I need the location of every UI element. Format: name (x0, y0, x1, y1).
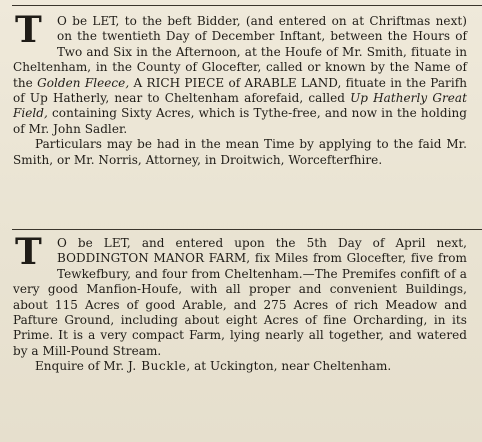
ad1-dropcap-box (13, 9, 53, 51)
ad1-text-mid: A RICH PIECE of ARABLE LAND, fituate in the Parifh of Up Hatherly, near to Cheltenham aforefaid, called (13, 75, 467, 106)
advertisement-manor-farm (13, 231, 467, 375)
ad1-text-lead: O be LET, to the beft Bidder, (and entered on at Chriftmas next) on the twentieth Day of December Inftant, between the Hours of Two and Six in the Afternoon, at the Houfe of Mr. Smith, fituate in Cheltenham, in the County of Glocefter, called or known by the Name of the (13, 14, 467, 90)
ad2-text: O be LET, and entered upon the 5th Day of April next, BODDINGTON MANOR FARM, fix Miles from Glocefter, five from Tewkefbury, and four from Cheltenham.—The Premifes confift of a very good Manfion-Houfe, with all proper and convenient Buildings, about 115 Acres of good Arable, and 275 Acres of rich Meadow and Pafture Ground, including about eight Acres of fine Orcharding, in its Prime. It is a very compact Farm, lying nearly all together, and watered by a Mill-Pound Stream. (13, 236, 467, 358)
ad1-text-end: containing Sixty Acres, which is Tythe-free, and now in the holding of Mr. John Sadler. (13, 106, 467, 136)
top-rule (12, 5, 482, 6)
ad2-enquire-lead: Enquire of Mr. (35, 359, 128, 374)
ad1-field-name: Up Hatherly Great Field, (13, 91, 467, 121)
ad2-paragraph-2 (13, 359, 467, 374)
ad2-dropcap-box (13, 231, 53, 273)
ad2-paragraph-1 (13, 231, 467, 359)
ad2-dropcap: T (15, 231, 42, 273)
ad1-dropcap: T (15, 9, 42, 51)
ad1-paragraph-1 (13, 9, 467, 137)
ad2-enquire-end: , at Uckington, near Cheltenham. (186, 359, 392, 374)
separator-rule (12, 229, 482, 230)
advertisement-arable-land (13, 9, 467, 168)
ad2-contact-name: J. Buckle (127, 359, 187, 374)
ad1-golden-fleece: Golden Fleece, (37, 75, 130, 90)
ad1-paragraph-2: Particulars may be had in the mean Time by applying to the faid Mr. Smith, or Mr. Norris, Attorney, in Droitwich, Worcefterfhire. (13, 137, 467, 167)
